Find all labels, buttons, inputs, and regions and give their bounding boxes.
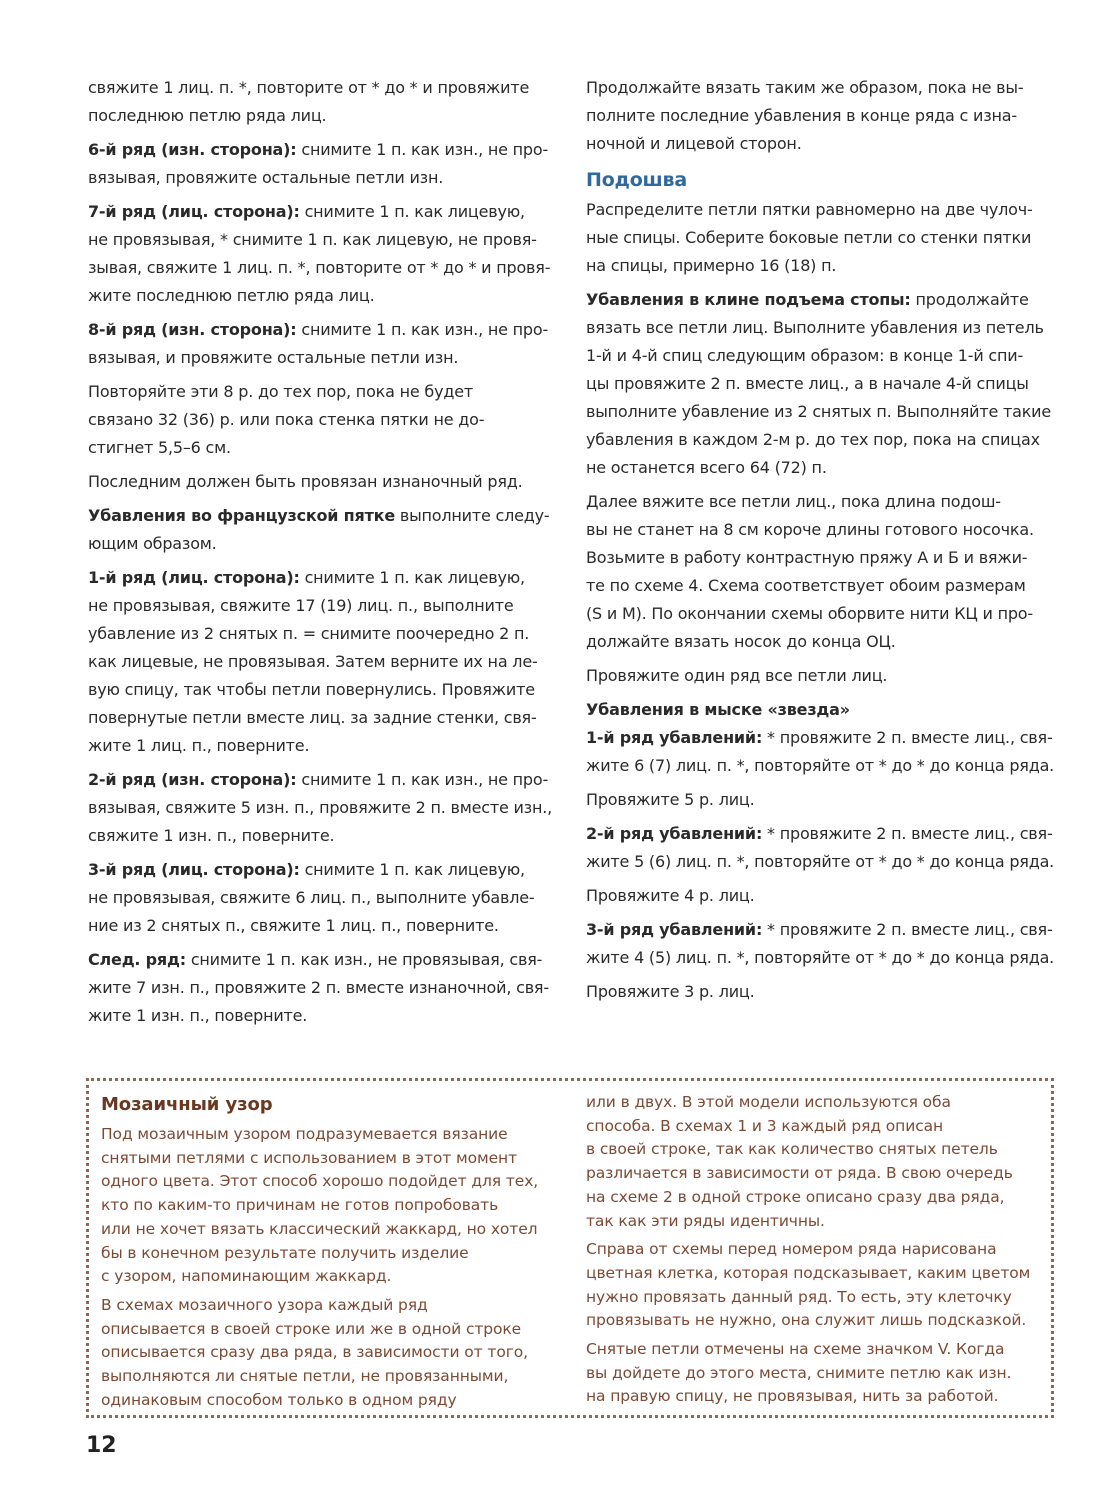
paragraph-text: Повторяйте эти 8 р. до тех пор, пока не будет связано 32 (36) р. или пока стенка пятки не до- стигнет 5,5–6 см.: [88, 382, 485, 457]
paragraph-lead: 3-й ряд (лиц. сторона):: [88, 860, 300, 879]
paragraph-text: Провяжите 4 р. лиц.: [586, 886, 755, 905]
paragraph: [101, 1294, 571, 1413]
paragraph-lead: 3-й ряд убавлений:: [586, 920, 763, 939]
paragraph: [586, 196, 1066, 280]
paragraph-lead: 2-й ряд убавлений:: [586, 824, 763, 843]
paragraph: [88, 136, 563, 192]
paragraph-lead: 2-й ряд (изн. сторона):: [88, 770, 297, 789]
paragraph-text: выполните следу- ющим образом.: [88, 506, 550, 553]
left-column: [88, 74, 563, 1036]
paragraph-text: Снятые петли отмечены на схеме значком V. Когда вы дойдете до этого места, снимите петлю как изн. на правую спицу, не провязывая, нить за работой.: [586, 1340, 1012, 1406]
paragraph-text: В схемах мозаичного узора каждый ряд описывается в своей строке или же в одной строке описывается сразу два ряда, в зависимости от того, выполняются ли снятые петли, не провязанными, одинаковым способом только в одном ряду: [101, 1295, 528, 1409]
paragraph-text: * провяжите 2 п. вместе лиц., свя- жите 5 (6) лиц. п. *, повторяйте от * до * до конца ряда.: [586, 824, 1055, 871]
paragraph: [586, 820, 1066, 876]
paragraph: [586, 1338, 1051, 1409]
paragraph: [586, 978, 1066, 1006]
paragraph-text: продолжайте вязать все петли лиц. Выполните убавления из петель 1-й и 4-й спиц следующим образом: в конце 1-й спи- цы провяжите 2 п. вместе лиц., а в начале 4-й спицы выполните убавление из 2 снятых п. Выполняйте такие убавления в каждом 2-м р. до тех пор, пока на спицах не останется всего 64 (72) п.: [586, 290, 1052, 477]
paragraph: [586, 916, 1066, 972]
paragraph-lead: След. ряд:: [88, 950, 186, 969]
paragraph: [586, 1238, 1051, 1333]
paragraph: [88, 316, 563, 372]
paragraph-text: * провяжите 2 п. вместе лиц., свя- жите 4 (5) лиц. п. *, повторяйте от * до * до конца ряда.: [586, 920, 1055, 967]
paragraph-text: снимите 1 п. как лицевую, не провязывая, свяжите 17 (19) лиц. п., выполните убавление из 2 снятых п. = снимите поочередно 2 п. как лицевые, не провязывая. Затем верните их на ле- вую спицу, так чтобы петли повернулись. Провяжите повернутые петли вместе лиц. за задние стенки, свя- жите 1 лиц. п., поверните.: [88, 568, 538, 755]
paragraph: [586, 724, 1066, 780]
paragraph-lead: 1-й ряд (лиц. сторона):: [88, 568, 300, 587]
paragraph: [88, 766, 563, 850]
paragraph: [88, 502, 563, 558]
paragraph-lead: 6-й ряд (изн. сторона):: [88, 140, 297, 159]
paragraph: [586, 1091, 1051, 1233]
paragraph-text: свяжите 1 лиц. п. *, повторите от * до * и провяжите последнюю петлю ряда лиц.: [88, 78, 530, 125]
paragraph-lead: 1-й ряд убавлений:: [586, 728, 763, 747]
paragraph-text: Распределите петли пятки равномерно на две чулоч- ные спицы. Соберите боковые петли со стенки пятки на спицы, примерно 16 (18) п.: [586, 200, 1033, 275]
paragraph-text: Далее вяжите все петли лиц., пока длина подош- вы не станет на 8 см короче длины готового носочка. Возьмите в работу контрастную пряжу А и Б и вяжи- те по схеме 4. Схема соответствует обоим размерам (S и M). По окончании схемы оборвите нити КЦ и про- должайте вязать носок до конца ОЦ.: [586, 492, 1034, 651]
paragraph-text: Продолжайте вязать таким же образом, пока не вы- полните последние убавления в конце ряда с изна- ночной и лицевой сторон.: [586, 78, 1024, 153]
paragraph: [88, 856, 563, 940]
section-heading-toe: Убавления в мыске «звезда»: [586, 700, 850, 719]
paragraph: [586, 488, 1066, 656]
paragraph-text: * провяжите 2 п. вместе лиц., свя- жите 6 (7) лиц. п. *, повторяйте от * до * до конца ряда.: [586, 728, 1055, 775]
paragraph-text: Провяжите один ряд все петли лиц.: [586, 666, 888, 685]
paragraph: [88, 468, 563, 496]
paragraph-text: снимите 1 п. как лицевую, не провязывая, * снимите 1 п. как лицевую, не провя- зывая, свяжите 1 лиц. п. *, повторите от * до * и провя- жите последнюю петлю ряда лиц.: [88, 202, 551, 305]
paragraph: [586, 74, 1066, 158]
section-heading-sole: Подошва: [586, 169, 687, 191]
mosaic-pattern-sidebar-box: [86, 1078, 1054, 1418]
paragraph-lead: 8-й ряд (изн. сторона):: [88, 320, 297, 339]
paragraph: [586, 786, 1066, 814]
paragraph-lead: Убавления во французской пятке: [88, 506, 395, 525]
paragraph-text: снимите 1 п. как изн., не про- вязывая, и провяжите остальные петли изн.: [88, 320, 549, 367]
paragraph-text: снимите 1 п. как изн., не провязывая, свя- жите 7 изн. п., провяжите 2 п. вместе изнаночной, свя- жите 1 изн. п., поверните.: [88, 950, 549, 1025]
paragraph-text: Провяжите 5 р. лиц.: [586, 790, 755, 809]
sidebar-box-title: Мозаичный узор: [101, 1094, 273, 1115]
paragraph-text: снимите 1 п. как изн., не про- вязывая, свяжите 5 изн. п., провяжите 2 п. вместе изн., свяжите 1 изн. п., поверните.: [88, 770, 553, 845]
paragraph-text: Под мозаичным узором подразумевается вязание снятыми петлями с использованием в этот момент одного цвета. Этот способ хорошо подойдет для тех, кто по каким-то причинам не готов попробовать или не хочет вязать классический жаккард, но хотел бы в конечном результате получить изделие с узором, напоминающим жаккард.: [101, 1125, 539, 1286]
paragraph: [88, 564, 563, 760]
paragraph-text: или в двух. В этой модели используются оба способа. В схемах 1 и 3 каждый ряд описан в своей строке, так как количество снятых петель различается в зависимости от ряда. В свою очередь на схеме 2 в одной строке описано сразу два ряда, так как эти ряды идентичны.: [586, 1093, 1013, 1230]
paragraph: [586, 882, 1066, 910]
paragraph-lead: 7-й ряд (лиц. сторона):: [88, 202, 300, 221]
paragraph-text: Справа от схемы перед номером ряда нарисована цветная клетка, которая подсказывает, каким цветом нужно провязать данный ряд. То есть, эту клеточку провязывать не нужно, она служит лишь подсказкой.: [586, 1240, 1031, 1330]
paragraph: [88, 74, 563, 130]
paragraph-text: снимите 1 п. как лицевую, не провязывая, свяжите 6 лиц. п., выполните убавле- ние из 2 снятых п., свяжите 1 лиц. п., поверните.: [88, 860, 535, 935]
right-column: [586, 74, 1066, 1012]
paragraph-lead: Убавления в клине подъема стопы:: [586, 290, 911, 309]
paragraph: [586, 662, 1066, 690]
paragraph: [88, 198, 563, 310]
paragraph: [88, 378, 563, 462]
paragraph-text: снимите 1 п. как изн., не про- вязывая, провяжите остальные петли изн.: [88, 140, 549, 187]
paragraph: [101, 1123, 571, 1289]
paragraph-text: Последним должен быть провязан изнаночный ряд.: [88, 472, 523, 491]
paragraph: [586, 286, 1066, 482]
paragraph-text: Провяжите 3 р. лиц.: [586, 982, 755, 1001]
page-number: 12: [86, 1433, 117, 1458]
paragraph: [88, 946, 563, 1030]
